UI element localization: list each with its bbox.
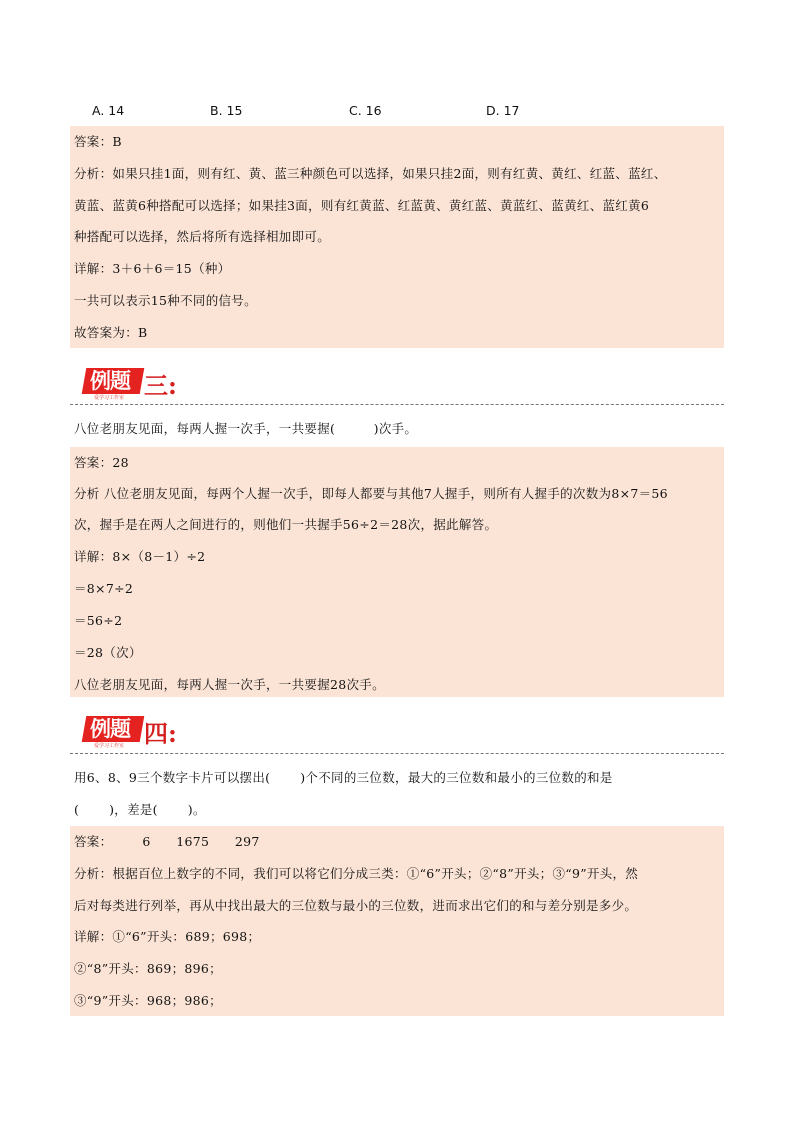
banner-subtitle: 爱学习工作室 [94,743,125,749]
q2-answer-line: 详解：3＋6＋6＝15（种） [74,261,231,276]
q3-answer-line: 八位老朋友见面，每两人握一次手，一共要握28次手。 [74,677,385,692]
q3-answer-box [70,447,724,697]
section-divider [70,753,724,754]
q4-answer-line: 后对每类进行列举，再从中找出最大的三位数与最小的三位数，进而求出它们的和与差分别是多少。 [74,898,638,913]
q2-answer-line: 种搭配可以选择，然后将所有选择相加即可。 [74,229,331,244]
q3-answer-line: ＝56÷2 [74,613,123,628]
banner-subtitle: 爱学习工作室 [94,395,125,401]
q4-question-line: ( )，差是( )。 [74,802,206,817]
q4-answer-line: ③“9”开头：968；986； [74,993,222,1008]
q3-answer-line: ＝28（次） [74,645,142,660]
example-3-banner [84,368,184,402]
section-divider [70,404,724,405]
q3-question: 八位老朋友见面，每两人握一次手，一共要握( )次手。 [74,421,418,436]
q2-answer-line: 黄蓝、蓝黄6种搭配可以选择；如果挂3面，则有红黄蓝、红蓝黄、黄红蓝、黄蓝红、蓝黄红、蓝红黄6 [74,198,650,213]
q4-answer-box [70,826,724,1016]
q4-question-line: 用6、8、9三个数字卡片可以摆出( )个不同的三位数，最大的三位数和最小的三位数的和是 [74,770,613,785]
option-b: B. 15 [210,103,243,118]
q2-answer-line: 答案：B [74,134,122,149]
q3-answer-line: 详解：8×（8－1）÷2 [74,549,206,564]
option-c: C. 16 [349,103,382,118]
banner-tag-text: 例题 [90,717,130,741]
banner-number: 三: [144,371,177,400]
q3-answer-line: 答案：28 [74,455,129,470]
q4-answer-line: 详解：①“6”开头：689；698； [74,929,261,944]
q4-answer-line: ②“8”开头：869；896； [74,961,222,976]
q4-answer-line: 答案： 6 1675 297 [74,834,260,849]
option-a: A. 14 [92,103,125,118]
q4-answer-line: 分析：根据百位上数字的不同，我们可以将它们分成三类：①“6”开头；②“8”开头；③“9”开头，然 [74,866,639,881]
q2-answer-line: 一共可以表示15种不同的信号。 [74,293,257,308]
example-4-banner [84,716,184,750]
q2-answer-line: 故答案为：B [74,325,148,340]
q3-answer-line: ＝8×7÷2 [74,581,134,596]
q3-answer-line: 次，握手是在两人之间进行的，则他们一共握手56÷2＝28次，据此解答。 [74,517,498,532]
option-d: D. 17 [486,103,520,118]
banner-tag-text: 例题 [90,369,130,393]
banner-number: 四: [144,719,177,748]
q2-answer-line: 分析：如果只挂1面，则有红、黄、蓝三种颜色可以选择，如果只挂2面，则有红黄、黄红、红蓝、蓝红、 [74,166,667,181]
q3-answer-line: 分析 八位老朋友见面，每两个人握一次手，即每人都要与其他7人握手，则所有人握手的次数为8×7＝56 [74,486,668,501]
